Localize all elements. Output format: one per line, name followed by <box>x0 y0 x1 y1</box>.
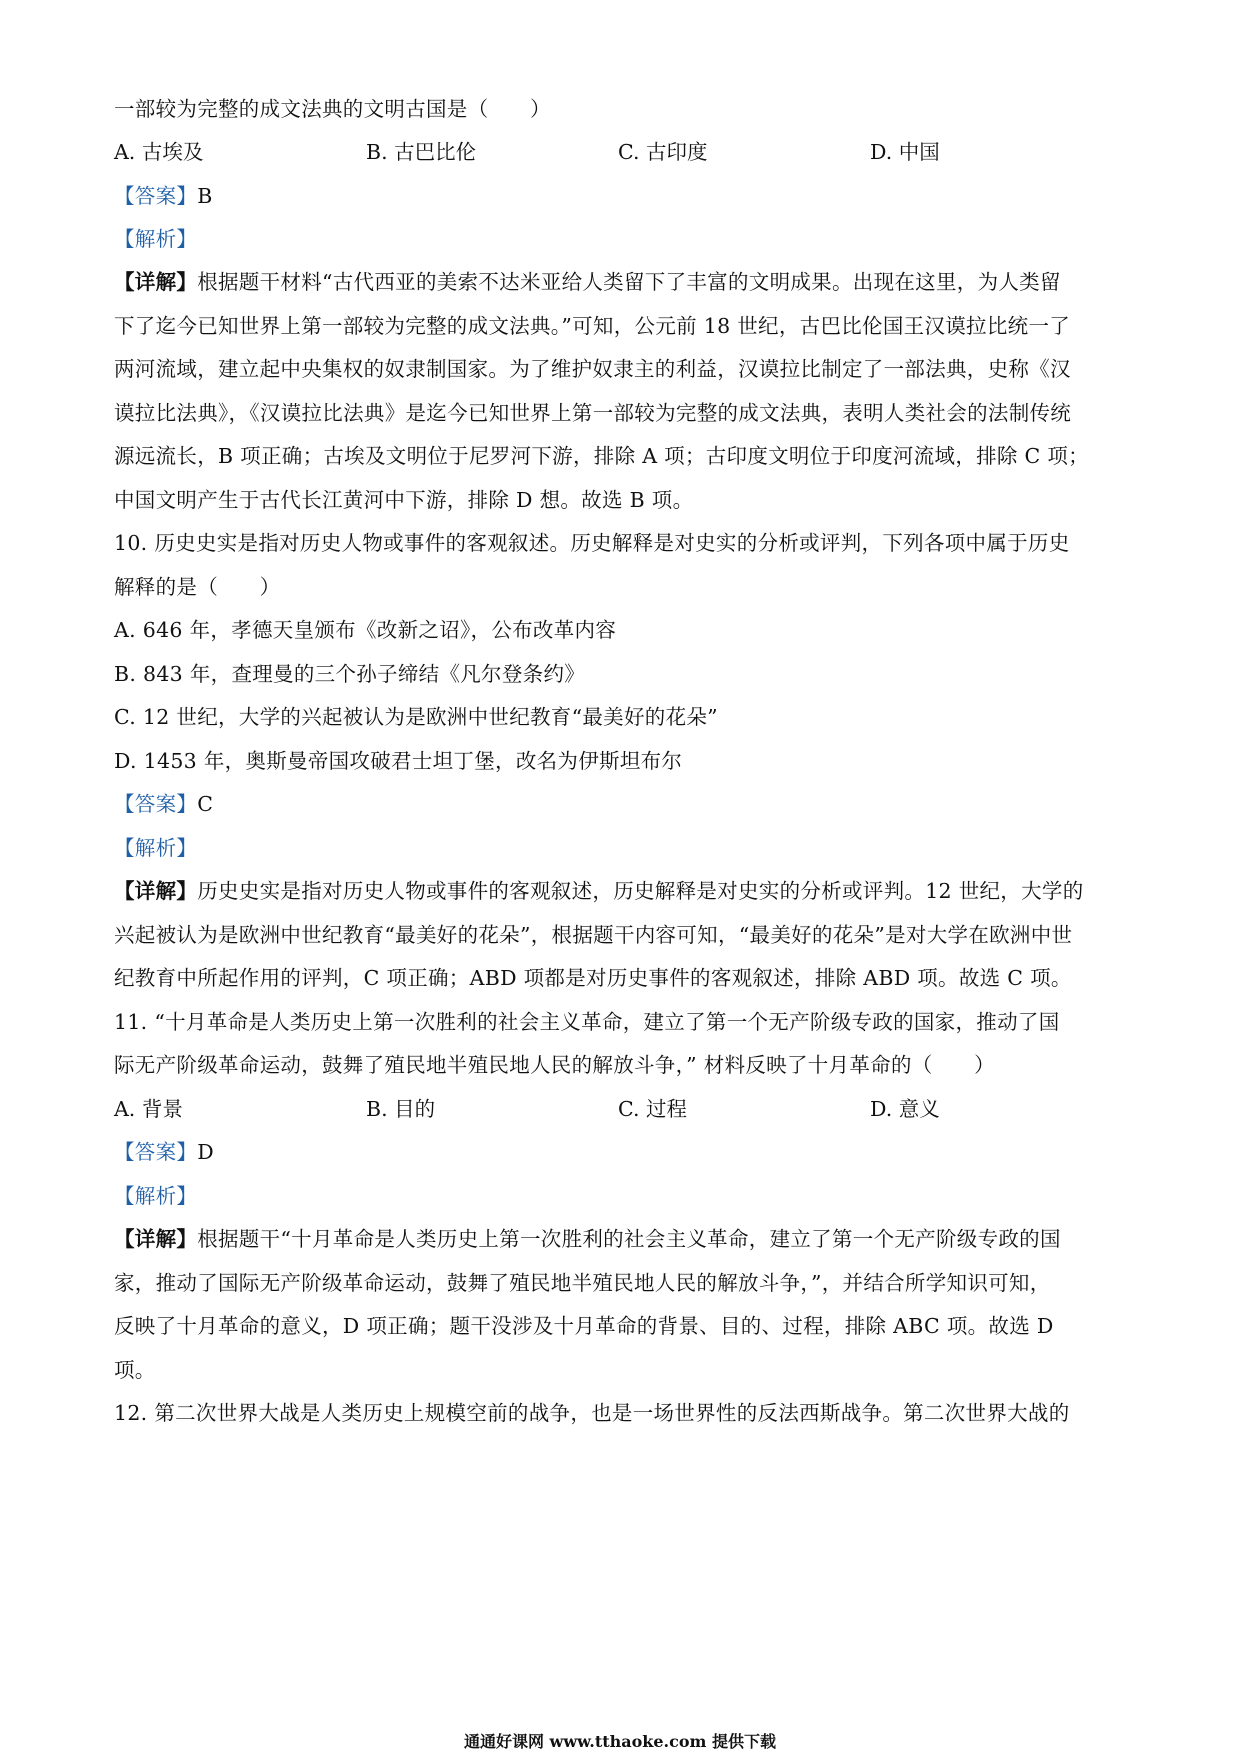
q9-detail-line <box>114 267 1124 297</box>
q9-stem: 一部较为完整的成文法典的文明古国是（ ） <box>114 97 551 121</box>
q11-stem: 11. “十月革命是人类历史上第一次胜利的社会主义革命，建立了第一个无产阶级专政的国家，推动了国 <box>114 1010 1060 1034</box>
q10-option-b: B. 843 年，查理曼的三个孙子缔结《凡尔登条约》 <box>114 662 586 686</box>
q9-detail-line: 源远流长，B 项正确；古埃及文明位于尼罗河下游，排除 A 项；古印度文明位于印度河流域，排除 C 项； <box>114 444 1089 468</box>
answer-value: B <box>197 184 213 208</box>
q10-option-c: C. 12 世纪，大学的兴起被认为是欧洲中世纪教育“最美好的花朵” <box>114 705 718 729</box>
q9-option-a: A. 古埃及 <box>114 140 204 164</box>
q10-stem: 10. 历史史实是指对历史人物或事件的客观叙述。历史解释是对史实的分析或评判，下列各项中属于历史 <box>114 531 1070 555</box>
q9-detail-line: 中国文明产生于古代长江黄河中下游，排除 D 想。故选 B 项。 <box>114 488 694 512</box>
q9-options <box>114 137 1124 167</box>
detail-text: 历史史实是指对历史人物或事件的客观叙述，历史解释是对史实的分析或评判。12 世纪，大学的 <box>197 879 1084 903</box>
q9-analysis-label: 【解析】 <box>114 227 198 251</box>
page-footer: 通通好课网 www.tthaoke.com 提供下载 <box>463 1732 777 1751</box>
q12-stem: 12. 第二次世界大战是人类历史上规模空前的战争，也是一场世界性的反法西斯战争。第二次世界大战的 <box>114 1401 1070 1425</box>
q11-stem: 际无产阶级革命运动，鼓舞了殖民地半殖民地人民的解放斗争，” 材料反映了十月革命的（ ） <box>114 1053 995 1077</box>
q10-stem: 解释的是（ ） <box>114 575 281 599</box>
detail-label: 【详解】 <box>114 1227 198 1251</box>
detail-text: 根据题干材料“古代西亚的美索不达米亚给人类留下了丰富的文明成果。出现在这里，为人类留 <box>197 270 1061 294</box>
detail-text: 根据题干“十月革命是人类历史上第一次胜利的社会主义革命，建立了第一个无产阶级专政的国 <box>197 1227 1061 1251</box>
detail-label: 【详解】 <box>114 270 198 294</box>
q10-detail-line: 兴起被认为是欧洲中世纪教育“最美好的花朵”，根据题干内容可知，“最美好的花朵”是对大学在欧洲中世 <box>114 923 1073 947</box>
q10-answer <box>114 789 1124 819</box>
q9-option-d: D. 中国 <box>870 140 940 164</box>
detail-label: 【详解】 <box>114 879 198 903</box>
q11-analysis-label: 【解析】 <box>114 1184 198 1208</box>
q11-detail-line: 反映了十月革命的意义，D 项正确；题干没涉及十月革命的背景、目的、过程，排除 ABC 项。故选 D <box>114 1314 1054 1338</box>
q11-detail-line <box>114 1224 1124 1254</box>
q10-option-d: D. 1453 年，奥斯曼帝国攻破君士坦丁堡，改名为伊斯坦布尔 <box>114 749 683 773</box>
q11-option-d: D. 意义 <box>870 1097 940 1121</box>
q11-answer <box>114 1137 1124 1167</box>
q10-option-a: A. 646 年，孝德天皇颁布《改新之诏》，公布改革内容 <box>114 618 617 642</box>
q9-detail-line: 两河流域，建立起中央集权的奴隶制国家。为了维护奴隶主的利益，汉谟拉比制定了一部法典，史称《汉 <box>114 357 1071 381</box>
q11-detail-line: 项。 <box>114 1358 156 1382</box>
q11-detail-line: 家，推动了国际无产阶级革命运动，鼓舞了殖民地半殖民地人民的解放斗争，”，并结合所学知识可知， <box>114 1271 1051 1295</box>
q11-option-b: B. 目的 <box>366 1097 436 1121</box>
q11-option-c: C. 过程 <box>618 1097 687 1121</box>
q9-answer <box>114 181 1124 211</box>
q9-option-c: C. 古印度 <box>618 140 708 164</box>
q10-detail-line <box>114 876 1124 906</box>
answer-value: D <box>197 1140 214 1164</box>
q9-option-b: B. 古巴比伦 <box>366 140 477 164</box>
answer-value: C <box>197 792 214 816</box>
q11-option-a: A. 背景 <box>114 1097 183 1121</box>
answer-label: 【答案】 <box>114 792 198 816</box>
q10-detail-line: 纪教育中所起作用的评判，C 项正确；ABD 项都是对历史事件的客观叙述，排除 ABD 项。故选 C 项。 <box>114 966 1072 990</box>
q9-detail-line: 下了迄今已知世界上第一部较为完整的成文法典。”可知，公元前 18 世纪，古巴比伦国王汉谟拉比统一了 <box>114 314 1071 338</box>
q10-analysis-label: 【解析】 <box>114 836 198 860</box>
q11-options <box>114 1094 1124 1124</box>
answer-label: 【答案】 <box>114 1140 198 1164</box>
answer-label: 【答案】 <box>114 184 198 208</box>
q9-detail-line: 谟拉比法典》，《汉谟拉比法典》是迄今已知世界上第一部较为完整的成文法典，表明人类社会的法制传统 <box>114 401 1072 425</box>
